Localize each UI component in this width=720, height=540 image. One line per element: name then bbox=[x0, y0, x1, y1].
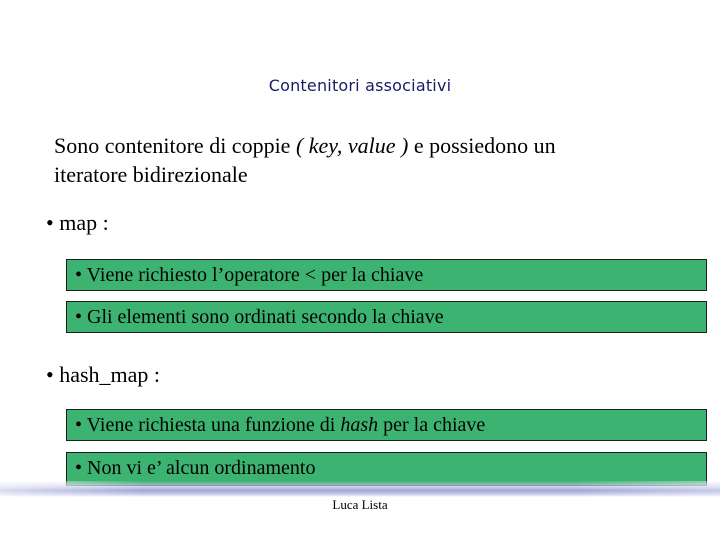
map-heading: • map : bbox=[46, 210, 109, 235]
intro-key-value: ( key, value ) bbox=[295, 133, 409, 158]
footer-bar-fade bbox=[0, 481, 720, 497]
slide-title: Contenitori associativi bbox=[268, 76, 452, 95]
hash-requirement-start: • Viene richiesta una funzione di bbox=[75, 414, 341, 436]
hash-map-ordering-box: • Non vi e’ alcun ordinamento bbox=[66, 452, 707, 486]
hash-requirement-end: per la chiave bbox=[378, 414, 486, 436]
map-requirement-box: • Viene richiesto l’operatore < per la chiave bbox=[66, 259, 707, 291]
footer-author: Luca Lista bbox=[332, 497, 388, 512]
intro-text-line2: iteratore bidirezionale bbox=[54, 162, 248, 187]
map-ordering-box: • Gli elementi sono ordinati secondo la chiave bbox=[66, 301, 707, 333]
intro-text-end: e possiedono un bbox=[408, 133, 556, 158]
intro-text-start: Sono contenitore di coppie bbox=[54, 133, 296, 158]
hash-word: hash bbox=[340, 414, 379, 436]
hash-map-heading: • hash_map : bbox=[46, 362, 161, 387]
intro-text bbox=[54, 131, 654, 189]
hash-map-requirement-box bbox=[66, 409, 707, 441]
